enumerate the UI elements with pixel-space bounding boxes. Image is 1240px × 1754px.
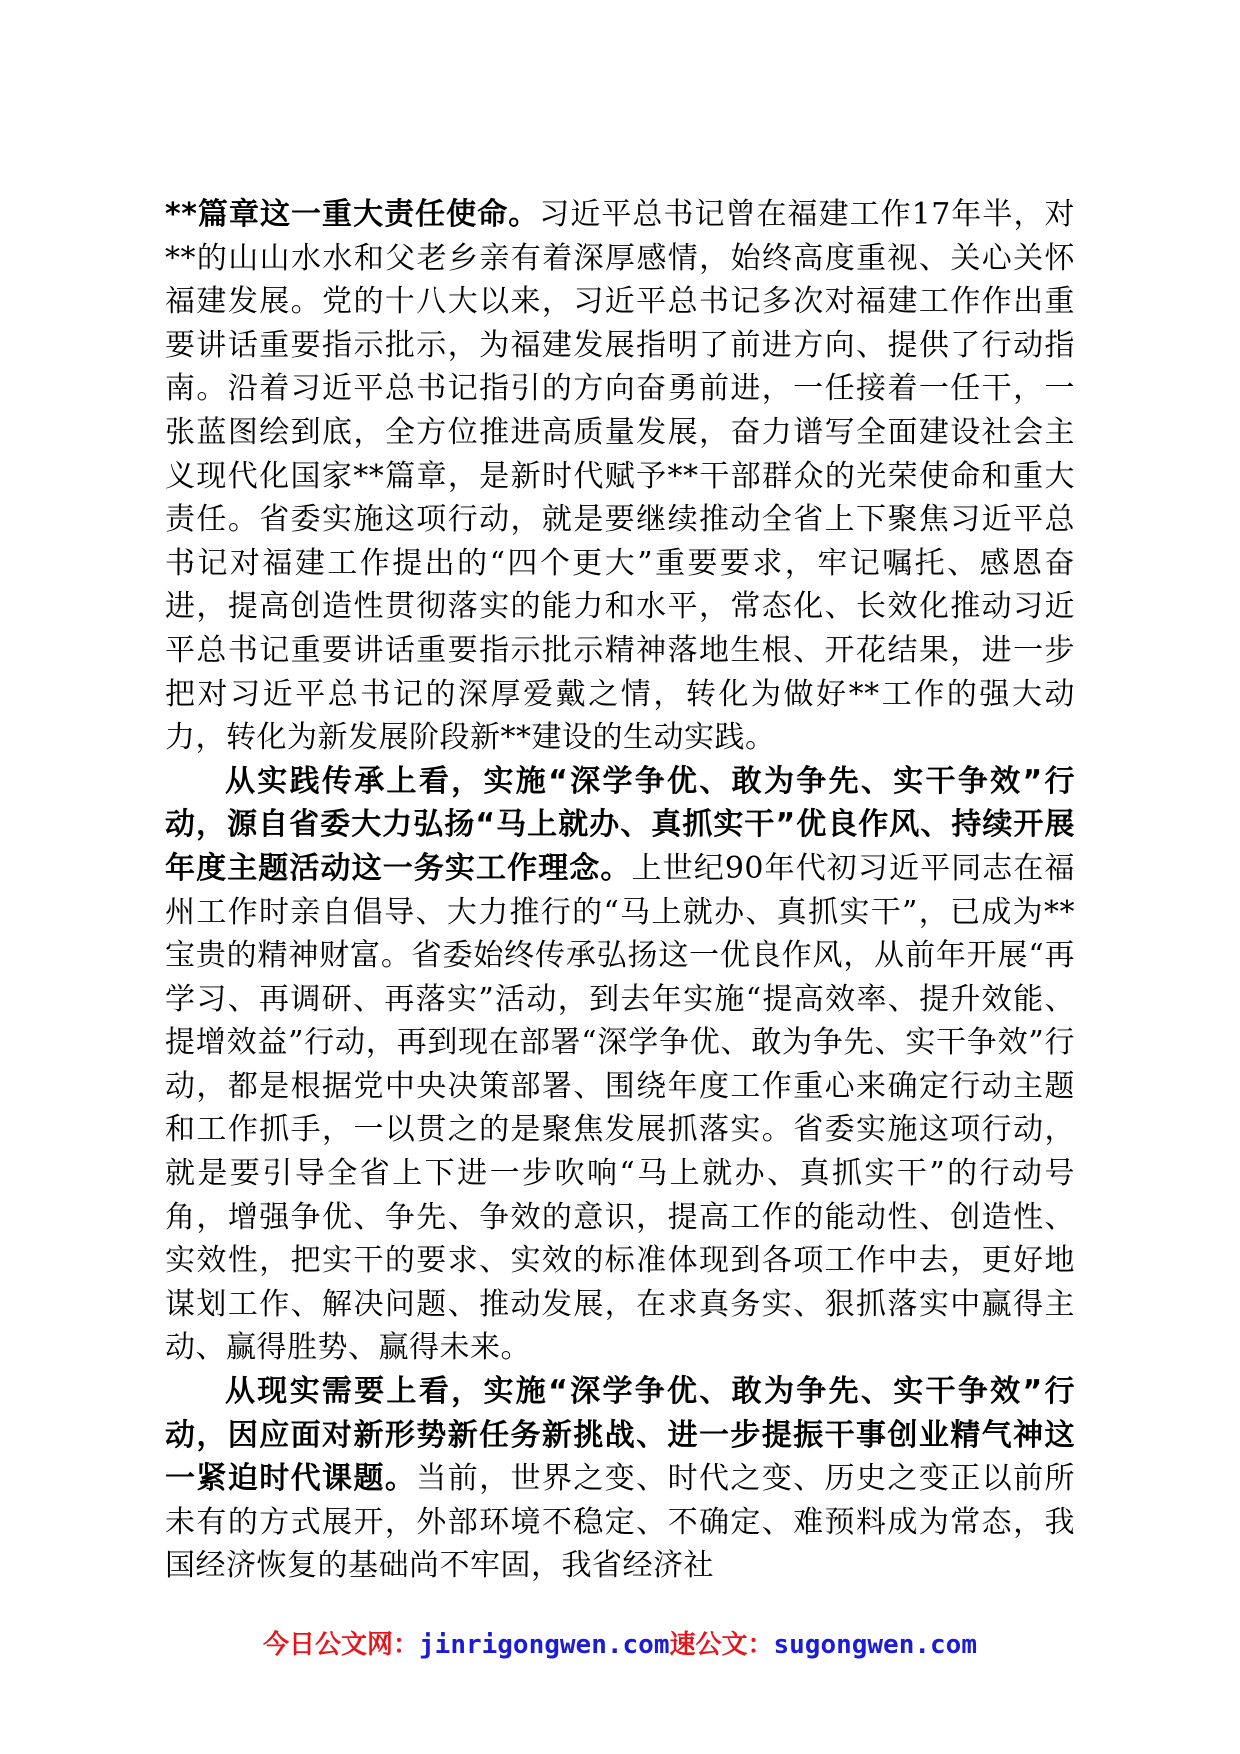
paragraph-2 bbox=[165, 760, 1075, 1370]
footer-site2-link[interactable]: sugongwen.com bbox=[773, 1630, 977, 1660]
footer-site1-label: 今日公文网： bbox=[263, 1630, 420, 1660]
paragraph-text: 上世纪90年代初习近平同志在福州工作时亲自倡导、大力推行的“马上就办、真抓实干”，已成为**宝贵的精神财富。省委始终传承弘扬这一优良作风，从前年开展“再学习、再调研、再落实”活动，到去年实施“提高效率、提升效能、提增效益”行动，再到现在部署“深学争优、敢为争先、实干争效”行动，都是根据党中央决策部署、围绕年度工作重心来确定行动主题和工作抓手，一以贯之的是聚焦发展抓落实。省委实施这项行动，就是要引导全省上下进一步吹响“马上就办、真抓实干”的行动号角，增强争优、争先、争效的意识，提高工作的能动性、创造性、实效性，把实干的要求、实效的标准体现到各项工作中去，更好地谋划工作、解决问题、推动发展，在求真务实、狠抓落实中赢得主动、赢得胜势、赢得未来。 bbox=[165, 850, 1075, 1366]
footer-site2-label: 速公文： bbox=[669, 1630, 774, 1660]
document-body bbox=[165, 193, 1075, 1588]
footer-site1-link[interactable]: jinrigongwen.com bbox=[419, 1630, 670, 1660]
paragraph-3 bbox=[165, 1370, 1075, 1588]
footer-watermark bbox=[0, 1628, 1240, 1662]
paragraph-lead: **篇章这一重大责任使命。 bbox=[165, 197, 540, 232]
paragraph-lead: 从现实需要上看，实施“深学争优、敢为争先、实干争效”行动，因应面对新形势新任务新挑战、进一步提振干事创业精气神这一紧迫时代课题。 bbox=[165, 1374, 1075, 1497]
paragraph-text: 当前，世界之变、时代之变、历史之变正以前所未有的方式展开，外部环境不稳定、不确定、难预料成为常态，我国经济恢复的基础尚不牢固，我省经济社 bbox=[165, 1461, 1076, 1584]
paragraph-lead: 从实践传承上看，实施“深学争优、敢为争先、实干争效”行动，源自省委大力弘扬“马上就办、真抓实干”优良作风、持续开展年度主题活动这一务实工作理念。 bbox=[165, 763, 1075, 886]
paragraph-1 bbox=[165, 193, 1075, 760]
paragraph-text: 习近平总书记曾在福建工作17年半，对**的山山水水和父老乡亲有着深厚感情，始终高度重视、关心关怀福建发展。党的十八大以来，习近平总书记多次对福建工作作出重要讲话重要指示批示，为福建发展指明了前进方向、提供了行动指南。沿着习近平总书记指引的方向奋勇前进，一任接着一任干，一张蓝图绘到底，全方位推进高质量发展，奋力谱写全面建设社会主义现代化国家**篇章，是新时代赋予**干部群众的光荣使命和重大责任。省委实施这项行动，就是要继续推动全省上下聚焦习近平总书记对福建工作提出的“四个更大”重要要求，牢记嘱托、感恩奋进，提高创造性贯彻落实的能力和水平，常态化、长效化推动习近平总书记重要讲话重要指示批示精神落地生根、开花结果，进一步把对习近平总书记的深厚爱戴之情，转化为做好**工作的强大动力，转化为新发展阶段新**建设的生动实践。 bbox=[165, 197, 1075, 756]
